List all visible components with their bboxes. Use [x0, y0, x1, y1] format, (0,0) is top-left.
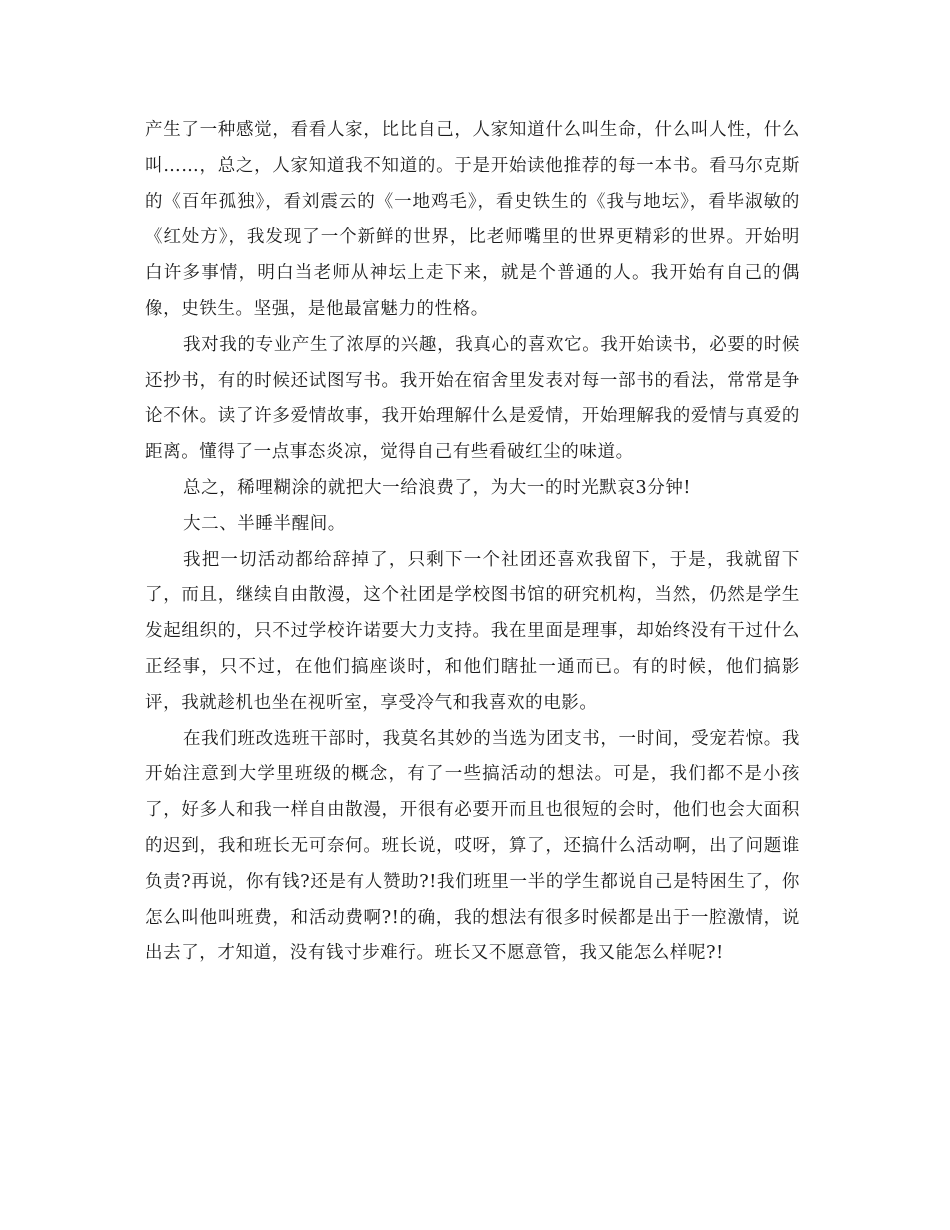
document-body: [145, 113, 800, 972]
paragraph: 我对我的专业产生了浓厚的兴趣，我真心的喜欢它。我开始读书，必要的时候还抄书，有的时候还试图写书。我开始在宿舍里发表对每一部书的看法，常常是争论不休。读了许多爱情故事，我开始理解什么是爱情，开始理解我的爱情与真爱的距离。懂得了一点事态炎凉，觉得自己有些看破红尘的味道。: [145, 334, 800, 463]
paragraph-continued: 产生了一种感觉，看看人家，比比自己，人家知道什么叫生命，什么叫人性，什么叫……，总之，人家知道我不知道的。于是开始读他推荐的每一本书。看马尔克斯的《百年孤独》，看刘震云的《一地鸡毛》，看史铁生的《我与地坛》，看毕淑敏的《红处方》，我发现了一个新鲜的世界，比老师嘴里的世界更精彩的世界。开始明白许多事情，明白当老师从神坛上走下来，就是个普通的人。我开始有自己的偶像，史铁生。坚强，是他最富魅力的性格。: [145, 120, 800, 319]
paragraph: 在我们班改选班干部时，我莫名其妙的当选为团支书，一时间，受宠若惊。我开始注意到大学里班级的概念，有了一些搞活动的想法。可是，我们都不是小孩了，好多人和我一样自由散漫，开很有必要开而且也很短的会时，他们也会大面积的迟到，我和班长无可奈何。班长说，哎呀，算了，还搞什么活动啊，出了问题谁负责?再说，你有钱?还是有人赞助?!我们班里一半的学生都说自己是特困生了，你怎么叫他叫班费，和活动费啊?!的确，我的想法有很多时候都是出于一腔激情，说出去了，才知道，没有钱寸步难行。班长又不愿意管，我又能怎么样呢?!: [145, 728, 800, 964]
paragraph: 总之，稀哩糊涂的就把大一给浪费了，为大一的时光默哀3分钟!: [183, 477, 692, 498]
section-heading: 大二、半睡半醒间。: [183, 513, 346, 534]
paragraph: 我把一切活动都给辞掉了，只剩下一个社团还喜欢我留下，于是，我就留下了，而且，继续自由散漫，这个社团是学校图书馆的研究机构，当然，仍然是学生发起组织的，只不过学校许诺要大力支持。我在里面是理事，却始终没有干过什么正经事，只不过，在他们搞座谈时，和他们瞎扯一通而已。有的时候，他们搞影评，我就趁机也坐在视听室，享受冷气和我喜欢的电影。: [145, 549, 800, 713]
